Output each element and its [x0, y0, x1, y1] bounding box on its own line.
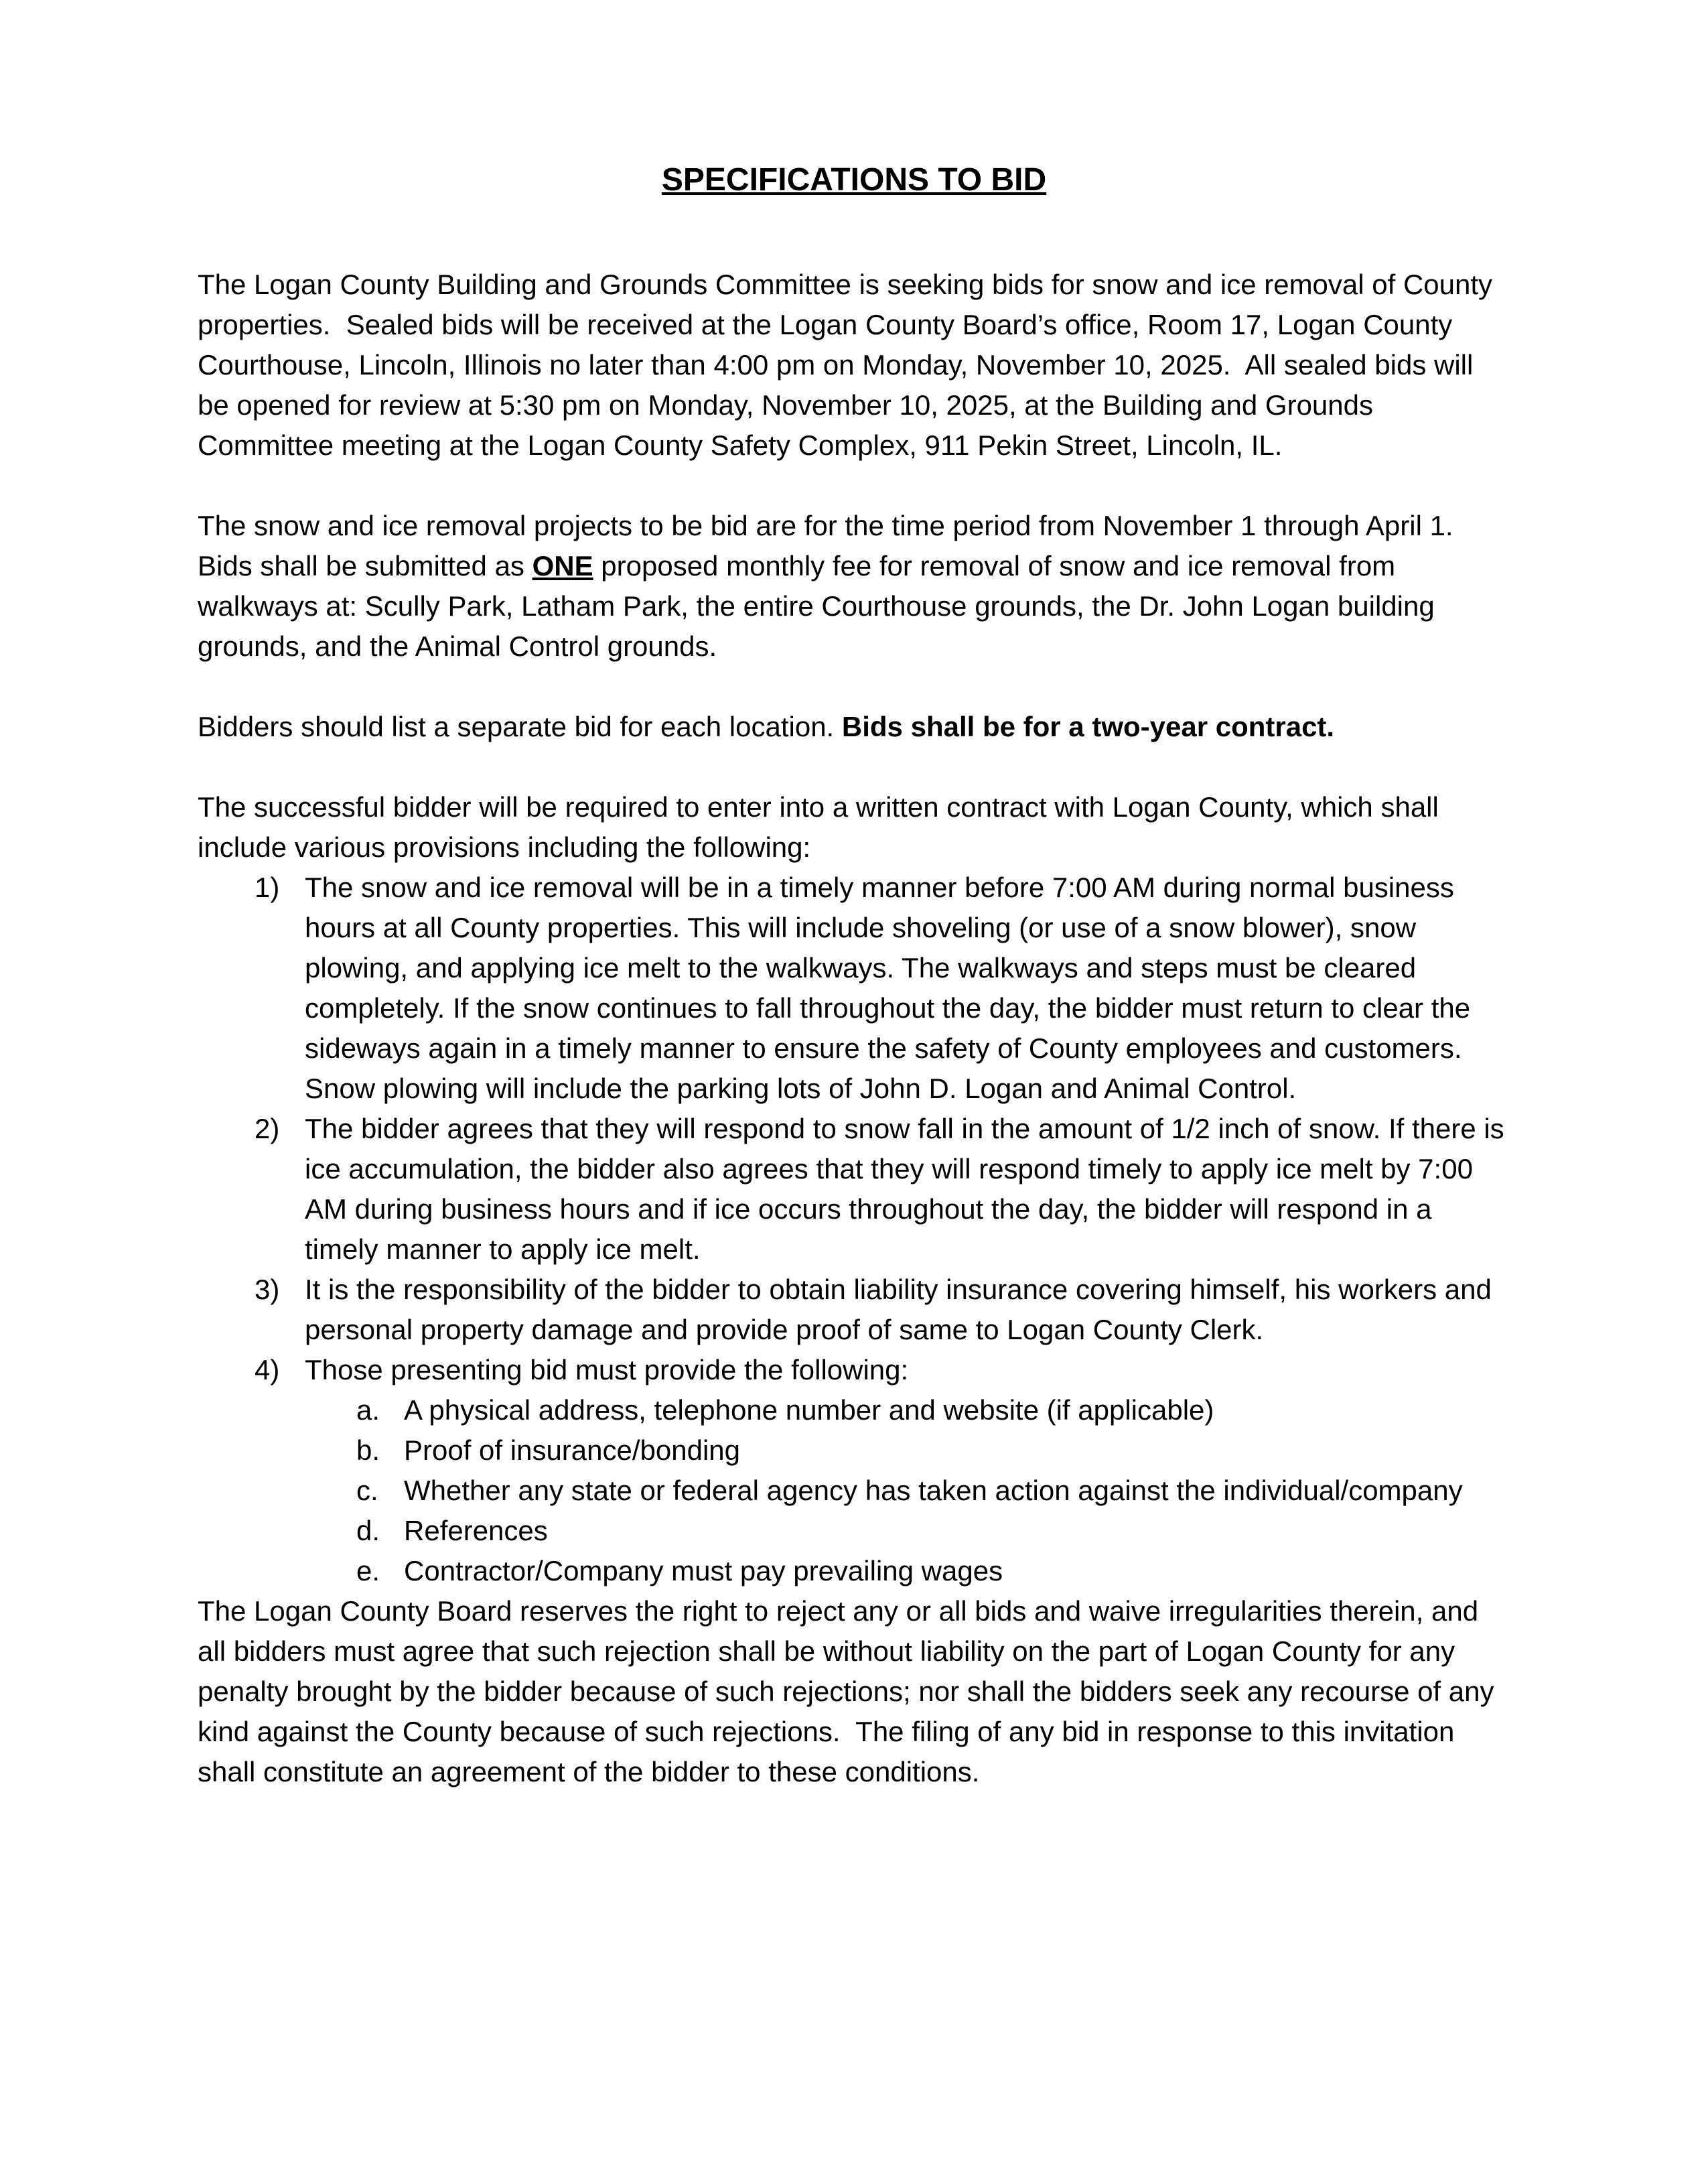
text-segment: A physical address, telephone number and website (if applicable) [404, 1394, 1214, 1426]
list-item [198, 1551, 1510, 1591]
text-segment: Bids shall be for a two-year contract. [841, 711, 1335, 742]
list-item [198, 1390, 1510, 1430]
list-item-text [404, 1511, 1510, 1551]
text-segment: The successful bidder will be required to enter into a written contract with Logan County, which shall include various provisions including the following: [198, 791, 1447, 863]
list-item-text [305, 1350, 1510, 1390]
text-segment: References [404, 1515, 548, 1546]
text-segment: It is the responsibility of the bidder to obtain liability insurance covering himself, his workers and personal property damage and provide proof of same to Logan County Clerk. [305, 1274, 1500, 1345]
list-marker: e. [356, 1555, 380, 1586]
paragraph [198, 707, 1510, 747]
list-marker: 1) [255, 872, 280, 903]
text-segment: The Logan County Board reserves the right to reject any or all bids and waive irregularities therein, and all bidders must agree that such rejection shall be without liability on the part of Logan County for any penalty brought by the bidder because of such rejections; nor shall the bidders seek any recourse of any kind against the County because of such rejections. The filing of any bid in response to this invitation shall constitute an agreement of the bidder to these conditions. [198, 1595, 1502, 1787]
text-segment: proposed monthly fee for removal of snow and ice removal from walkways at: Scully Park, Latham Park, the entire Courthouse grounds, the Dr. John Logan building grounds, and the Animal Control grounds. [198, 550, 1443, 662]
paragraph [198, 787, 1510, 868]
text-segment: The snow and ice removal projects to be bid are for the time period from November 1 through April 1. Bids shall be submitted as [198, 510, 1462, 582]
text-segment: Bidders should list a separate bid for each location. [198, 711, 842, 742]
text-segment: Whether any state or federal agency has taken action against the individual/company [404, 1475, 1463, 1506]
list-marker: c. [356, 1475, 378, 1506]
text-segment: The bidder agrees that they will respond to snow fall in the amount of 1/2 inch of snow. If there is ice accumulation, the bidder also agrees that they will respond timely to apply ice melt by 7:00 AM during business hours and if ice occurs throughout the day, the bidder will respond in a timely manner to apply ice melt. [305, 1113, 1512, 1265]
list-marker: 3) [255, 1274, 280, 1305]
list-marker: a. [356, 1394, 380, 1426]
document-title: SPECIFICATIONS TO BID [661, 162, 1047, 198]
list-item [198, 868, 1510, 1109]
paragraph [198, 506, 1510, 667]
list-item-text [404, 1471, 1510, 1511]
text-segment: Proof of insurance/bonding [404, 1434, 741, 1466]
paragraph [198, 265, 1510, 466]
text-segment: ONE [532, 550, 593, 582]
paragraph [198, 1591, 1510, 1792]
list-item [198, 1471, 1510, 1511]
list-marker: 2) [255, 1113, 280, 1144]
list-item-text [404, 1390, 1510, 1430]
text-segment: Contractor/Company must pay prevailing wages [404, 1555, 1003, 1586]
list-item-text [305, 1270, 1510, 1350]
text-segment: The snow and ice removal will be in a timely manner before 7:00 AM during normal business hours at all County properties. This will include shoveling (or use of a snow blower), snow plowing, and applying ice melt to the walkways. The walkways and steps must be cleared completely. If the snow continues to fall throughout the day, the bidder must return to clear the sideways again in a timely manner to ensure the safety of County employees and customers. Snow plowing will include the parking lots of John D. Logan and Animal Control. [305, 872, 1478, 1104]
text-segment: The Logan County Building and Grounds Committee is seeking bids for snow and ice removal of County properties. Sealed bids will be received at the Logan County Board’s office, Room 17, Logan County Courthouse, Lincoln, Illinois no later than 4:00 pm on Monday, November 10, 2025. All sealed bids will be opened for review at 5:30 pm on Monday, November 10, 2025, at the Building and Grounds Committee meeting at the Logan County Safety Complex, 911 Pekin Street, Lincoln, IL. [198, 269, 1500, 461]
list-item [198, 1430, 1510, 1471]
list-item-text [404, 1551, 1510, 1591]
list-item-text [305, 1109, 1510, 1270]
document-body [198, 265, 1510, 1792]
list-marker: 4) [255, 1354, 280, 1385]
list-item [198, 1511, 1510, 1551]
list-item-text [305, 868, 1510, 1109]
list-marker: d. [356, 1515, 380, 1546]
list-item [198, 1350, 1510, 1390]
text-segment: Those presenting bid must provide the following: [305, 1354, 909, 1385]
list-item [198, 1270, 1510, 1350]
list-item [198, 1109, 1510, 1270]
list-marker: b. [356, 1434, 380, 1466]
list-item-text [404, 1430, 1510, 1471]
